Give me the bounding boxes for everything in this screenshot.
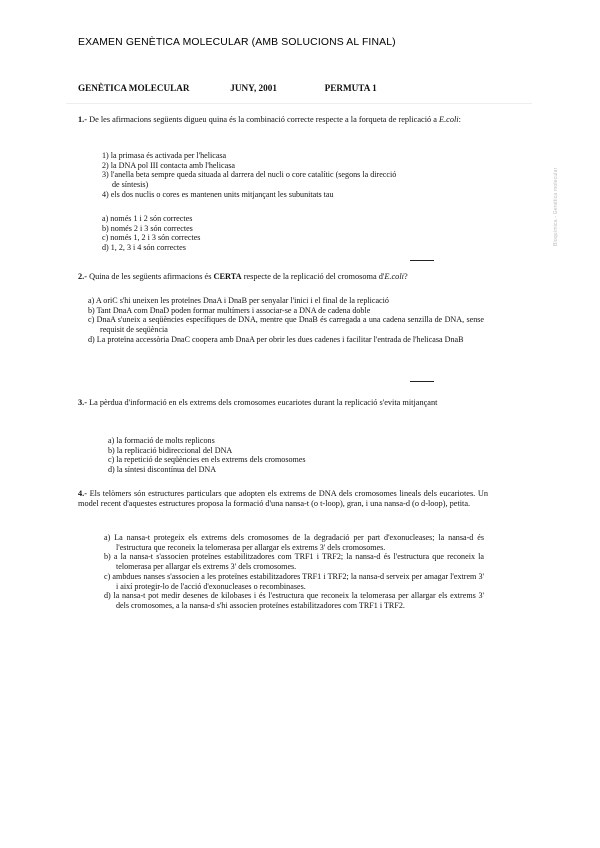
question-4-stem: [78, 489, 488, 508]
header-session: JUNY, 2001: [230, 83, 277, 93]
question-1-statements: [102, 151, 396, 200]
question-1-stem: [78, 115, 470, 125]
answer-option[interactable]: c) DnaA s'uneix a seqüències específiques de DNA, mentre que DnaB és carregada a una cadena senzilla de DNA, sense requisit de seqüència: [88, 315, 484, 335]
header-divider: [66, 103, 532, 104]
answer-option[interactable]: a) La nansa-t protegeix els extrems dels cromosomes de la degradació per part d'exonucleases; la nansa-d és l'estructura que reconeix la telomerasa per allargar els extrems 3' dels cromosomes.: [104, 533, 484, 552]
answer-option[interactable]: d) la síntesi discontínua del DNA: [108, 465, 217, 475]
answer-blank[interactable]: [410, 260, 434, 261]
answer-option[interactable]: b) a la nansa-t s'associen proteïnes estabilitzadores com TRF1 i TRF2; la nansa-d és l'estructura que reconeix la telomerasa per allargar els extrems 3' dels cromosomes.: [104, 552, 484, 572]
question-2-qmark: ?: [403, 272, 408, 281]
list-item: de síntesis): [112, 180, 149, 190]
answer-option[interactable]: d) 1, 2, 3 i 4 són correctes: [102, 243, 186, 253]
answer-option[interactable]: b) només 2 i 3 són correctes: [102, 223, 193, 233]
question-2-species: E.coli: [384, 272, 404, 281]
question-4-text: Els telòmers són estructures particulars que adopten els extrems de DNA dels cromosomes lineals dels eucariotes. Un model recent d'aquestes estructures proposa la formació d'una nansa-t (o t-loop), gran, i una nansa-d (o d-loop), petita.: [78, 489, 488, 508]
document-title: EXAMEN GENÈTICA MOLECULAR (AMB SOLUCIONS AL FINAL): [78, 37, 396, 48]
question-1-colon: :: [458, 115, 461, 124]
header-subject: GENÈTICA MOLECULAR: [78, 83, 190, 93]
question-2-text-cont: respecte de la replicació del cromosoma d': [243, 272, 385, 281]
question-1-number: 1.-: [78, 115, 87, 124]
answer-option[interactable]: b) la replicació bidireccional del DNA: [108, 445, 233, 455]
header-variant: PERMUTA 1: [324, 83, 377, 93]
answer-blank[interactable]: [410, 381, 434, 382]
list-item: 3) l'anella beta sempre queda situada al darrera del nucli o core catalític (segons la direcció: [102, 170, 397, 180]
question-2-stem: [78, 272, 488, 282]
answer-option[interactable]: a) A oriC s'hi uneixen les proteïnes DnaA i DnaB per senyalar l'inici i el final de la replicació: [88, 296, 389, 305]
question-4-number: 4.-: [78, 489, 87, 498]
side-watermark: Bioquímica - Genètica molecular: [553, 167, 559, 246]
question-3-number: 3.-: [78, 398, 87, 407]
answer-option[interactable]: d) La proteïna accessòria DnaC coopera amb DnaA per obrir les dues cadenes i facilitar l'entrada de l'helicasa DnaB: [88, 334, 464, 344]
question-1-text: De les afirmacions següents digueu quina és la combinació correcte respecte a la forqueta de replicació a: [89, 115, 437, 124]
exam-sheet: [66, 73, 532, 673]
question-3-options: [108, 436, 306, 475]
answer-option[interactable]: c) la repetició de seqüències en els extrems dels cromosomes: [108, 455, 306, 465]
list-item: 2) la DNA pol III contacta amb l'helicasa: [102, 160, 235, 170]
question-2-text: Quina de les següents afirmacions és: [89, 272, 212, 281]
question-2-number: 2.-: [78, 272, 87, 281]
question-3-text: La pèrdua d'informació en els extrems dels cromosomes eucariotes durant la replicació s'evita mitjançant: [89, 398, 438, 407]
list-item: 4) els dos nuclis o cores es mantenen units mitjançant les subunitats tau: [102, 189, 334, 199]
question-1-species: E.coli: [439, 115, 459, 124]
answer-option[interactable]: a) només 1 i 2 són correctes: [102, 214, 193, 223]
exam-header: [78, 83, 377, 93]
list-item: 1) la primasa és activada per l'helicasa: [102, 151, 227, 160]
question-1-options: [102, 214, 200, 253]
answer-option[interactable]: c) ambdues nanses s'associen a les proteïnes estabilitzadores TRF1 i TRF2; la nansa-d serveix per amagar l'extrem 3' i així protegir-lo de l'acció d'exonucleases o recombinases.: [104, 571, 484, 591]
answer-option[interactable]: a) la formació de molts replicons: [108, 436, 215, 445]
answer-option[interactable]: b) Tant DnaA com DnaD poden formar multímers i associar-se a DNA de cadena doble: [88, 305, 371, 315]
answer-option[interactable]: c) només 1, 2 i 3 són correctes: [102, 233, 201, 243]
question-4-options: [104, 533, 484, 611]
question-3-stem: [78, 398, 488, 408]
question-2-emphasis: CERTA: [213, 272, 242, 281]
answer-option[interactable]: d) la nansa-t pot medir desenes de kilobases i és l'estructura que reconeix la telomerasa per allargar els extrems 3' dels cromosomes, a la nansa-d s'hi associen proteïnes estabilitzadores com TRF1 i TRF2.: [104, 591, 484, 610]
question-2-options: [88, 296, 484, 345]
